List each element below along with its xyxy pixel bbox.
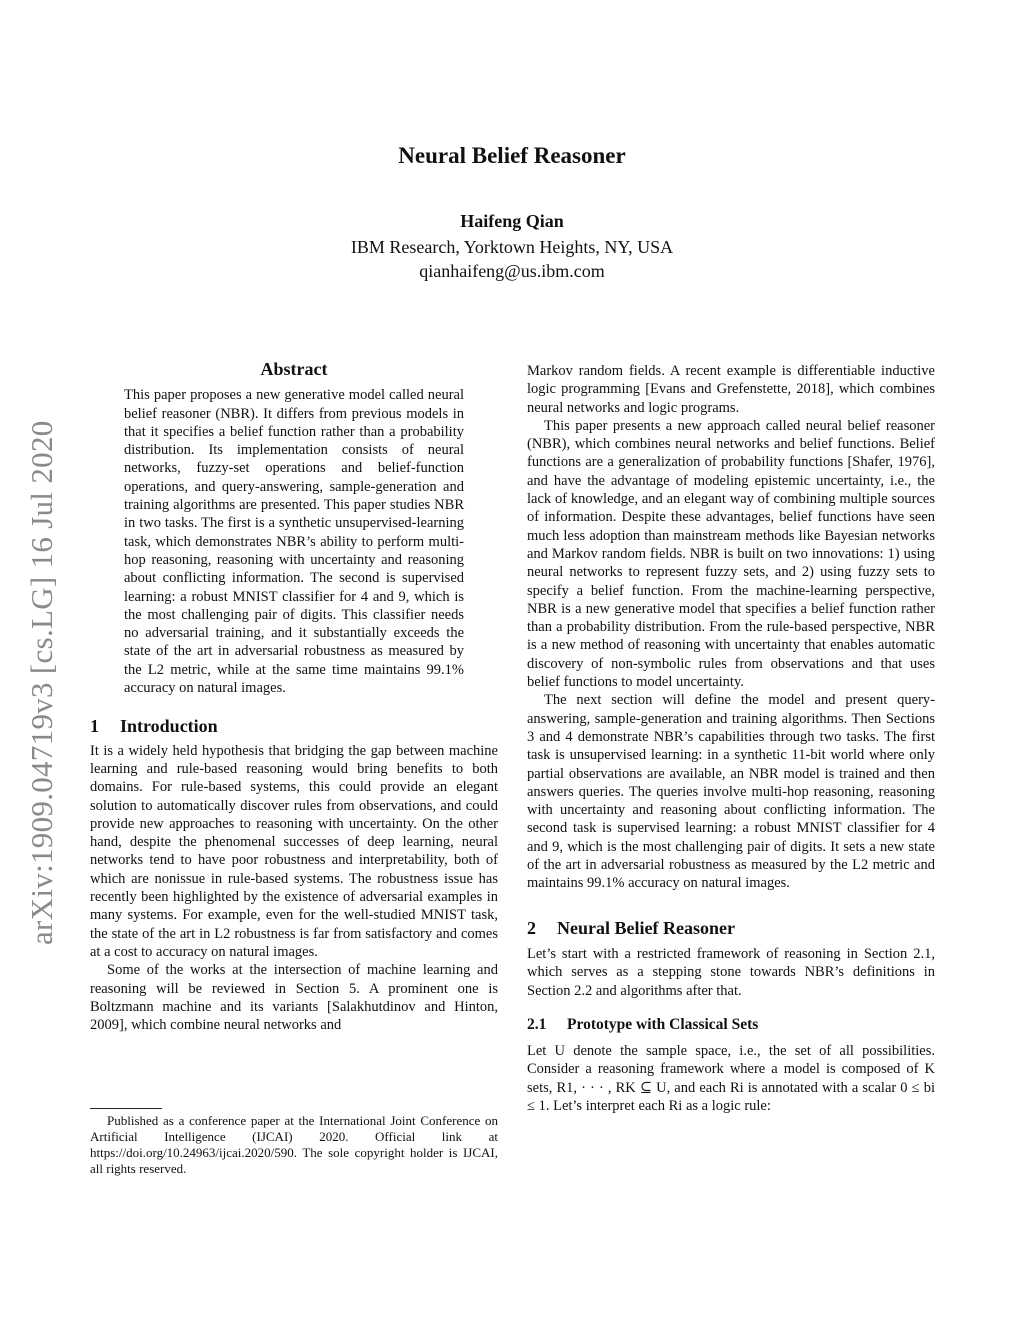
section-2-1-paragraph: Let U denote the sample space, i.e., the set of all possibilities. Consider a reasoning framework where a model is composed of K sets, R1, · · · , RK ⊆ U, and each Ri is annotated with a scalar 0 ≤ bi ≤ 1. Let’s interpret each Ri as a logic rule: (527, 1043, 935, 1114)
footnote-rule (90, 1108, 162, 1109)
abstract-text: This paper proposes a new generative model called neural belief reasoner (NBR). It differs from previous models in that it specifies a belief function rather than a probability distribution. Its implementation consists of neural networks, fuzzy-set operations and belief-function operations, and query-answering, sample-generation and training algorithms are presented. This paper studies NBR in two tasks. The first is a synthetic unsupervised-learning task, which demonstrates NBR’s ability to perform multi-hop reasoning, reasoning with uncertainty and reasoning about conflicting information. The second is supervised learning: a robust MNIST classifier for 4 and 9, which is the most challenging pair of digits. This classifier needs no adversarial training, and it substantially exceeds the state of the art in adversarial robustness as measured by the L2 metric, while at the same time maintains 99.1% accuracy on natural images. (124, 387, 464, 697)
author-email: qianhaifeng@us.ibm.com (419, 261, 605, 281)
section-2-number: 2 (527, 917, 536, 938)
right-paragraph-2: This paper presents a new approach called neural belief reasoner (NBR), which combines neural networks and belief functions. Belief functions are a generalization of probability functions [Shafer, 1976], and have the advantage of modeling epistemic uncertainty, i.e., the lack of knowledge, and an elegant way of combining multiple sources of information. Despite these advantages, belief functions have seen much less adoption than mainstream methods like Bayesian networks and Markov random fields. NBR is built on two innovations: 1) using neural networks to represent fuzzy sets, and 2) using fuzzy sets to specify a belief function. From the machine-learning perspective, NBR is a new generative model that specifies a belief function rather than a probability distribution. From the rule-based perspective, NBR is a new method of reasoning with uncertainty that enables automatic discovery of non-symbolic rules from observations and that uses belief functions to model uncertainty. (527, 417, 935, 691)
section-1-title: Introduction (120, 716, 218, 737)
section-2-1-heading (527, 1016, 935, 1034)
arxiv-stamp: arXiv:1909.04719v3 [cs.LG] 16 Jul 2020 (24, 420, 59, 945)
section-2-title: Neural Belief Reasoner (557, 917, 735, 938)
right-column (527, 362, 935, 1115)
author-affiliation: IBM Research, Yorktown Heights, NY, USA (350, 237, 674, 257)
footnote (90, 1108, 498, 1177)
right-paragraph-3: The next section will define the model and present query-answering, sample-generation and training algorithms. Then Sections 3 and 4 demonstrate NBR’s capabilities through two tasks. The first task is unsupervised learning: in a synthetic 11-bit world where only partial observations are available, an NBR model is trained and then answers queries. The queries involve multi-hop reasoning, reasoning with uncertainty and reasoning about conflicting information. The second task is supervised learning: a robust MNIST classifier for 4 and 9, which is the most challenging pair of digits. It sets a new state of the art in adversarial robustness as measured by the L2 metric and maintains 99.1% accuracy on natural images. (527, 692, 935, 892)
section-1-number: 1 (90, 716, 99, 737)
section-2-1-number: 2.1 (527, 1015, 547, 1033)
abstract-heading: Abstract (260, 359, 328, 379)
author-name: Haifeng Qian (460, 211, 564, 231)
intro-paragraph-1: It is a widely held hypothesis that bridging the gap between machine learning and rule-based reasoning would bring benefits to both domains. For rule-based systems, this could provide an elegant solution to automatically discover rules from observations, and could provide new approaches to reasoning with uncertainty. On the other hand, despite the phenomenal successes of deep learning, neural networks tend to have poor robustness and interpretability, both of which are nonissue in rule-based systems. The robustness issue has recently been highlighted by the existence of adversarial examples in many systems. For example, even for the well-studied MNIST task, the state of the art in L2 robustness is far from satisfactory and comes at a cost to accuracy on natural images. (90, 742, 498, 960)
section-2-1-title: Prototype with Classical Sets (567, 1015, 759, 1033)
right-paragraph-1: Markov random fields. A recent example is differentiable inductive logic programming [Evans and Grefenstette, 2018], which combines neural networks and logic programs. (527, 363, 935, 416)
paper-title: Neural Belief Reasoner (398, 143, 626, 168)
footnote-text: Published as a conference paper at the International Joint Conference on Artificial Intelligence (IJCAI) 2020. Official link at https://doi.org/10.24963/ijcai.2020/590. The sole copyright holder is IJCAI, all rights reserved. (90, 1113, 498, 1176)
section-1-heading (90, 717, 498, 735)
section-2-paragraph: Let’s start with a restricted framework of reasoning in Section 2.1, which serves as a stepping stone towards NBR’s definitions in Section 2.2 and algorithms after that. (527, 945, 935, 999)
left-column (90, 360, 498, 1034)
intro-paragraph-2: Some of the works at the intersection of machine learning and reasoning will be reviewed in Section 5. A prominent one is Boltzmann machine and its variants [Salakhutdinov and Hinton, 2009], which combine neural networks and (90, 962, 498, 1034)
section-2-heading (527, 919, 935, 937)
